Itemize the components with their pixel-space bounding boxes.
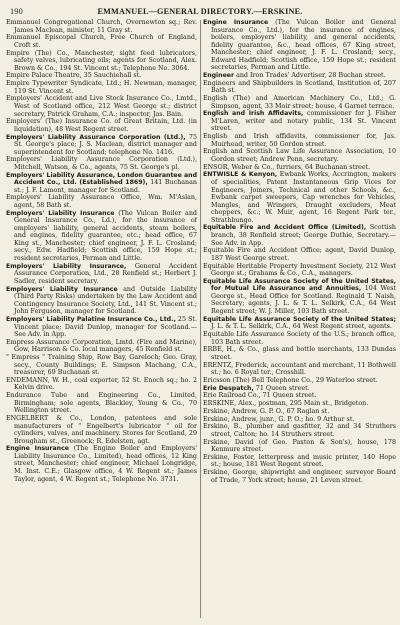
page-header (10, 7, 390, 19)
entry-text: J. L. & T. L. Selkirk, C.A., 64 West Regent street, agents. (211, 323, 392, 331)
directory-entry (6, 134, 197, 157)
entry-text: Erskine, George, shipwright and engineer, surveyor Board of Trade, 7 York street; house, 21 Leven street. (203, 469, 396, 484)
directory-entry (6, 445, 197, 483)
entry-text: 75 St. George's place; J. S. Maclean, district manager and superintendent for Scotland; telephone No. 1416. (14, 133, 197, 156)
entry-heading: Employers' Liability Insurance, (6, 262, 127, 270)
directory-entry (6, 34, 197, 49)
entry-heading: Equitable Life Assurance Society of the United States; (203, 315, 396, 323)
directory-entry (6, 377, 197, 392)
entry-text: 104 West George st., Head Office for Scotland. Reginald T. Naish, Secretary; agents, J. L. & T. L. Selkirk, C.A., 64 West Regent street; W. J. Miller, 103 Bath street. (211, 285, 396, 316)
entry-heading: Employers' Liability Assurance Corporation (Ltd.), (6, 133, 186, 141)
directory-entry (203, 171, 396, 224)
directory-entry (203, 316, 396, 331)
directory-entry (6, 118, 197, 133)
entry-text: Empire (The) Co., Manchester, sight feed lubricators, safety valves, lubricating oils; agents for Scotland, Alex. Brown & Co., 194 St. Vincent st.; Telephone No. 3064. (6, 49, 197, 72)
entry-text: Empress Assurance Corporation, Lmtd. (Fire and Marine), Gow, Harrison & Co. local managers, 45 Renfield st. (6, 338, 197, 354)
entry-text: Employers' Liability Assurance Office, Wm. M'Aslan, agent, 58 Bath st. (6, 194, 197, 209)
directory-entry (6, 354, 197, 377)
entry-heading: Employers' Liability Insurance (6, 209, 115, 217)
directory-entry (203, 133, 396, 148)
entry-heading: English and Irish Affidavits, (203, 110, 304, 118)
entry-text: Erskine, Andrew, junr., G. P. O.; ho. 9 Arthur st. (203, 415, 355, 423)
directory-entry (203, 72, 396, 80)
entry-heading: Engineer (203, 72, 235, 80)
directory-entry (6, 339, 197, 354)
entry-heading: Employers' Liability Palatine Insurance Co., Ltd., (6, 315, 176, 323)
entry-text: Endurance Tube and Engineering Co., Limited, Birmingham; sole agents, Blackley, Young & Co., 70 Wellington street. (6, 392, 197, 415)
directory-entry (203, 346, 396, 361)
directory-entry (6, 286, 197, 316)
entry-text: English and Scottish Law Life Assurance Association, 10 Gordon street; Andrew Penn, secretary. (203, 148, 396, 163)
entry-text: and Iron Trades' Advertiser, 28 Buchan street. (236, 72, 386, 80)
directory-entry (6, 72, 197, 80)
entry-text: Ewbank Works, Accrington, makers of specialities, Patent Instantaneous Grip Vices for Engineers, Joiners, Technical and other Schools, &c., Ewbank carpet sweepers, Cap wrenches for Vehicles, Mangles, and Wringers, Draught excluders, Meat choppers, &c.; W. Muir, agent, 16 Regent Park ter., Strathbungo. (211, 171, 396, 224)
entry-heading: Equitable Life Assurance Society of the United States, for Mutual Life Assurance and Annuities, (203, 277, 396, 293)
entry-heading: Erie Despatch, (203, 384, 254, 392)
entry-heading: ENTWISLE & Kenyon, (203, 171, 278, 179)
directory-entry (203, 148, 396, 163)
directory-entry (203, 416, 396, 424)
entry-text: ENGELBERT & Co., London, patentees and sole manufacturers of " Engelbert's lubricator " oil for cylinders, valves, and machinery. Stores for Scotland, 29 Brougham st., Greenock; R. Edelsten, agt. (6, 415, 197, 445)
directory-entry (203, 469, 396, 484)
entry-text: Equitable Life Assurance Society of the U.S.; branch office, 103 Bath street. (203, 331, 396, 346)
directory-entry (203, 224, 396, 247)
entry-text: Erskine, Andrew, G. P. O., 67 Raglan st. (203, 407, 330, 415)
entry-text: Employers' Accident and Live Stock Insurance Co., Lmtd., West of Scotland office, 212 West George st.; district secretary, Patrick Graham, C.A.; inspector, Jas. Bain. (6, 95, 197, 118)
entry-heading: Equitable Fire and Accident Office (Limited), (203, 224, 367, 232)
directory-entry (203, 392, 396, 400)
left-column (6, 19, 197, 621)
entry-text: commissioner for J. Fisher M'Laren, writer and notary public, 134 St. Vincent street. (211, 110, 396, 133)
entry-text: (The Engine Boiler and Employers' Liability Insurance Co., Limited), head offices, 12 King street, Manchester; chief engineer, Michael Longridge, M. Inst. C.E.; Glasgow office, 4 W. Regent st.; James Taylor, agent, 4 W. Regent st.; Telephone No. 3731. (14, 445, 197, 483)
directory-entry (203, 110, 396, 133)
directory-entry (203, 19, 396, 72)
entry-text: (The Vulcan Boiler and General Insurance Co., Ltd.), for the insurance of engines, boilers, employers' liability, and general accidents, fidelity guarantee, &c., head offices, 67 King street, Manchester; chief engineer, J. F. L. Crosland; secy., Edward Hadfield; Scottish office, 159 Hope st.; resident secretaries, Perman and Little. (211, 19, 396, 72)
directory-entry (6, 50, 197, 73)
entry-text: Equitable Fire and Accident Office; agent, David Dunlop, 187 West George street. (203, 247, 396, 262)
directory-entry (6, 156, 197, 171)
directory-entry (203, 80, 396, 95)
directory-entry (203, 247, 396, 262)
entry-text: and Outside Liability (Third Party Risks) undertaken by the Law Accident and Contingency Insurance Society, Ltd., 141 St. Vincent st.; John Ferguson, manager for Scotland. (14, 285, 197, 316)
entry-text: Empire Palace Theatre, 35 Sauchiehall st. (6, 72, 142, 80)
entry-text: 141 Buchanan st.; J. F. Lamont, manager for Scotland. (14, 179, 197, 194)
entry-text: Emmanuel Episcopal Church, Free Church of England, Croft st. (6, 34, 197, 49)
directory-entry (6, 80, 197, 95)
directory-entry (203, 263, 396, 278)
right-column (203, 19, 396, 621)
entry-heading: Engine Insurance (203, 19, 269, 26)
entry-text: Erie Railroad Co., 71 Queen street. (203, 392, 317, 400)
directory-entry (203, 408, 396, 416)
directory-entry (203, 278, 396, 316)
entry-text: " Empress " Training Ship, Row Bay, Gareloch; Geo. Gray, secy., County Buildings; E. Simpson Machang, C.A., treasurer, 69 Buchanan st. (6, 354, 197, 377)
directory-entry (6, 392, 197, 415)
directory-entry (6, 263, 197, 286)
entry-text: 71 Queen street. (255, 384, 310, 392)
directory-entry (6, 415, 197, 445)
entry-text: Scottish branch, 38 Renfield street; George Duthie, Secretary.—See Adv. in App. (211, 224, 396, 247)
entry-text: Erskine, B., plumber and gasfitter, 32 and 34 Struthers street, Calton; ho. 14 Struthers street. (203, 423, 396, 438)
entry-heading: Employers' Liability Assurance, London Guarantee and Accident Co., Ltd. (Established 1869), (6, 171, 197, 187)
page-title: EMMANUEL—GENERAL DIRECTORY.—ERSKINE. (97, 7, 303, 16)
directory-entry (203, 377, 396, 385)
entry-heading: Engine Insurance (6, 445, 69, 453)
entry-text: General Accident Assurance Corporation, Ltd., 28 Renfield st.; Herbert J. Sadler, resident secretary. (14, 262, 197, 285)
entry-text: ENSOR, Weber & Co., furriers, 64 Buchanan street. (203, 163, 371, 171)
directory-entry (6, 95, 197, 118)
entry-text: Erskine, David (of Geo. Paxton & Son's), house, 178 Kenmure street. (203, 438, 396, 454)
directory-entry (6, 210, 197, 263)
column-divider (200, 20, 201, 618)
directory-entry (6, 19, 197, 34)
entry-text: Empire Typewriter Syndicate, Ltd.; H. Newman, manager, 119 St. Vincent st. (6, 80, 197, 95)
directory-entry (203, 454, 396, 469)
directory-entry (203, 95, 396, 110)
page-number: 190 (10, 7, 23, 16)
entry-text: ERSKINE, Alex., postman, 295 Main st., Bridgeton. (203, 400, 369, 408)
directory-entry (6, 316, 197, 339)
entry-text: ERENTZ, Frederick, accountant and merchant, 11 Bothwell st.; ho. 6 Royal ter., Crosshill. (203, 361, 396, 377)
entry-heading: Employers' Liability Insurance (6, 285, 118, 293)
entry-text: Engineers and Shipbuilders in Scotland, Institution of, 207 Bath st. (203, 79, 396, 95)
entry-text: ERBE, H., & Co., glass and bottle merchants, 133 Dundas street. (203, 346, 396, 361)
directory-entry (203, 439, 396, 454)
entry-text: Emmanuel Congregational Church, Overnewton sq.; Rev. James Maclean, minister, 11 Gray st. (6, 19, 197, 34)
entry-text: 25 St. Vincent place; David Dunlop, manager for Scotland.—See Adv. in App. (14, 315, 197, 339)
entry-text: Ericsson (The) Bell Telephone Co., 29 Waterloo street. (203, 376, 378, 384)
directory-entry (203, 331, 396, 346)
entry-text: Erskine, Foster, letterpress and music printer, 140 Hope st.; house, 181 West Regent street. (203, 453, 396, 469)
entry-text: ENDEMANN, W. H., coal exporter, 52 St. Enoch sq.; ho. 2 Kelvin drive. (6, 376, 197, 392)
directory-entry (6, 172, 197, 195)
directory-entry (6, 194, 197, 209)
entry-text: Equitable Heritable Property Investment Society, 212 West George st.; Grahams & Co., C.A., managers. (203, 262, 396, 278)
directory-entry (203, 423, 396, 438)
entry-text: Employers' (The) Insurance Co. of Great Britain, Ltd. (in liquidation), 48 West Regent street. (6, 118, 197, 133)
directory-entry (203, 362, 396, 377)
entry-text: Employers' Liability Assurance Corporation (Ltd.), Mitchell, Watson, & Co., agents, 75 St. George's pl. (6, 156, 197, 171)
entry-text: English (The) and American Machinery Co., Ltd.; G. Simpson, agent, 33 Moir street; house, 4 Garnet terrace. (203, 95, 396, 110)
directory-entry (203, 400, 396, 408)
entry-text: (The Vulcan Boiler and General Insurance Co., Ld.), for the insurance of employers' liability, general accidents, steam boilers, and engines, fidelity guarantee, etc.; head office, 67 King st., Manchester; chief engineer, J. F. L. Crosland; secy., Edw. Hadfield; Scottish office, 159 Hope st.; resident secretaries, Perman and Little. (14, 209, 197, 263)
entry-text: English and Irish affidavits, commissioner for, Jas. Muirhead, writer, 50 Gordon street. (203, 133, 396, 148)
